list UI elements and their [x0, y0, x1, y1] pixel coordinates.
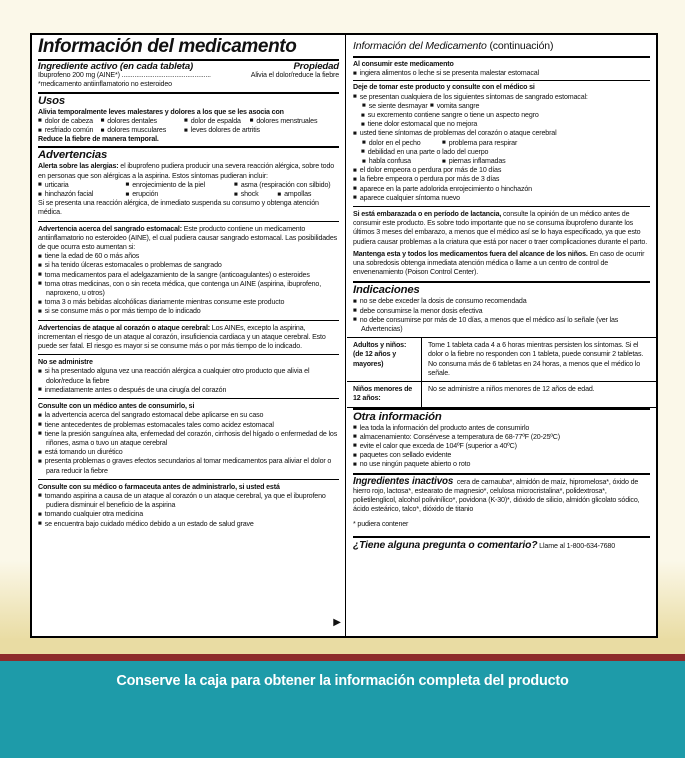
stop-use-item: ■ aparece en la parte adolorida enrojecimiento o hinchazón [353, 185, 650, 194]
keep-out-of-reach: Mantenga esta y todos los medicamentos fuera del alcance de los niños. En caso de ocurrir una sobredosis obtenga inmediata atención médica o llame a un centro de control de envenenamiento (Poison Control Center). [353, 249, 645, 277]
inactive-text: cera de carnauba*, almidón de maíz, hipromelosa*, óxido de hierro rojo, lactosa*, estearato de magnesio*, celulosa microcristalina*, polidextrosa*, polietilenglicol, alcohol polivinílico*, povidona (K-30)*, dióxido de silicio, almidón glicolato sódico, ácido esteárico, talco*, dióxido de titanio [353, 477, 640, 514]
active-ingredient-section [38, 59, 339, 92]
uses-item: ■ resfriado común [38, 126, 101, 135]
dose-child-label: Niños menores de 12 años: [347, 381, 422, 406]
allergy-item: ■ hinchazón facial [38, 190, 126, 199]
uses-intro: Alivia temporalmente leves malestares y dolores a los que se les asocia con [38, 107, 284, 116]
ask-doctor [38, 398, 339, 479]
uses-fever: Reduce la fiebre de manera temporal. [38, 135, 159, 144]
bleeding-warning: Advertencia acerca del sangrado estomacal: Este producto contiene un medicamento antiinflamatorio no esteroideo (AINE), el cual pudiera causar sangrado estomacal. Las posibilidades de que ocurra esto aumentan si: ■ tiene la edad de 60 o más años ■ si ha tenido úlceras estomacales o problemas de sangrado ■ toma medicamentos para el adelgazamiento de la sangre (anticoagulantes) o esteroides ■ toma otras medicinas, con o sin receta médica, que contenga un AINE (aspirina, ibuprofeno, naproxeno, u otros) ■ toma 3 o más bebidas alcohólicas diariamente mientras consume este producto ■ si se consume más o por más tiempo de lo indicado [38, 221, 339, 320]
warnings-title: Advertencias [38, 149, 108, 162]
stop-sub-item: ■ se siente desmayar [362, 102, 482, 111]
stop-sub-item: ■ dolor en el pecho [362, 139, 482, 148]
uses-item: ■ dolores menstruales [250, 117, 339, 126]
uses-item: ■ dolor de cabeza [38, 117, 101, 126]
directions-section [353, 281, 650, 407]
ask-doctor-item: ■ presenta problemas o graves efectos secundarios al tomar medicamentos para aliviar el dolor o para reducir la fiebre [38, 457, 339, 475]
do-not-use-title: No se administre [38, 358, 93, 367]
questions-phone: Llame al 1-800-634-7680 [537, 541, 615, 550]
continue-arrow-icon: ▶ [333, 617, 341, 628]
ask-doctor-item: ■ tiene la presión sanguínea alta, enfemedad del corazón, cirrhosis del hígado o enfermedad de los riñones, asma o tuvo un ataque cerebral [38, 430, 339, 448]
bleed-item: ■ toma otras medicinas, con o sin receta médica, que contenga un AINE (aspirina, ibuprofeno, naproxeno, u otros) [38, 280, 339, 298]
do-not-use-item: ■ si ha presentado alguna vez una reacción alérgica a cualquier otro producto que alivia el dolor/reduce la fiebre [38, 367, 339, 385]
allergy-item: ■ ampollas [277, 190, 339, 199]
other-info-title: Otra información [353, 410, 442, 423]
allergy-item: ■ shock [234, 190, 277, 199]
uses-item: ■ leves dolores de artritis [184, 126, 339, 135]
property-heading: Propiedad [293, 61, 339, 72]
uses-title: Usos [38, 94, 66, 107]
active-note: *medicamento antiinflamatorio no esteroideo [38, 80, 172, 89]
stop-sub-item: ■ tiene dolor estomacal que no mejora [353, 120, 650, 129]
other-info-item: ■ lea toda la información del producto antes de consumirlo [353, 424, 650, 433]
bleed-item: ■ tiene la edad de 60 o más años [38, 252, 339, 261]
drug-facts-panel [30, 33, 658, 638]
heart-warning: Advertencias de ataque al corazón o ataque cerebral: Los AINEs, excepto la aspirina, incrementan el riesgo de un ataque al corazón, insuficiencia cardiaca y un ataque cerebral. Esto puede ser fatal. El riesgo es mayor si se consume más o por más tiempo de lo indicado. [38, 320, 339, 355]
uses-item: ■ dolor de espalda [184, 117, 250, 126]
other-info-item: ■ no use ningún paquete abierto o roto [353, 460, 650, 469]
stop-sub-item: ■ piernas inflamadas [442, 157, 650, 166]
stop-use-item: ■ aparece cualquier síntoma nuevo [353, 194, 650, 203]
stop-use-item: ■ usted tiene síntomas de problemas del corazón o ataque cerebral [353, 129, 650, 138]
continued-title: Información del Medicamento (continuación) [353, 40, 554, 52]
allergy-item: ■ enrojecimiento de la piel [126, 181, 235, 190]
other-info-item: ■ evite el calor que exceda de 104ºF (superior a 40ºC) [353, 442, 650, 451]
stop-sub-item: ■ problema para respirar [442, 139, 650, 148]
drug-facts-title: Información del medicamento [38, 36, 297, 57]
do-not-use-item: ■ inmediatamente antes o después de una cirugía del corazón [38, 386, 339, 395]
allergy-item: ■ asma (respiración con silbido) [234, 181, 339, 190]
questions-section [353, 536, 650, 551]
dose-adult-text: Tome 1 tableta cada 4 a 6 horas mientras persisten los síntomas. Si el dolor o la fiebre no responden con 1 tableta, puede consumir 2 tabletas. No consuma más de 6 tabletas en 24 horas, a menos que el médico lo señale. [428, 341, 644, 377]
active-property: Alivia el dolor/reduce la fiebre [250, 71, 339, 80]
inactive-ingredients-section [353, 473, 650, 536]
directions-item: ■ no debe consumirse por más de 10 días, a menos que el médico así lo señale (ver las Advertencias) [353, 316, 650, 337]
uses-section [38, 92, 339, 147]
inactive-title: Ingredientes inactivos [353, 475, 454, 487]
footer-text: Conserve la caja para obtener la información completa del producto [116, 673, 569, 689]
allergy-item: ■ erupción [126, 190, 235, 199]
questions-title: ¿Tiene alguna pregunta o comentario? [353, 539, 538, 551]
ask-doctor-item: ■ está tomando un diurético [38, 448, 339, 457]
dose-adult-label: Adultos y niños: (de 12 años y mayores) [347, 338, 422, 381]
other-info-item: ■ paquetes con sellado evidente [353, 451, 650, 460]
uses-item: ■ dolores dentales [101, 117, 184, 126]
pregnancy-text: Si está embarazada o en período de lactancia, consulte la opinión de un médico antes de consumir este producto. Es sobre todo importante que no se consuma ibuprofeno durante los últimos 3 meses del embarazo, a menos que el médico así se lo haya especificado, ya que esto pudiera causar problemas a la criatura que está por nacer o traer complicaciones durante el parto. [353, 210, 648, 246]
stop-sub-item: ■ habla confusa [362, 157, 482, 166]
allergy-alert: Alerta sobre las alergias: el ibuprofeno pudiera producir una severa reacción alérgica, sobre todo en personas que son alérgicas a la aspirina. Estos síntomas pudieran incluir: [38, 162, 335, 180]
ask-doctor-item: ■ tiene antecedentes de problemas estomacales tales como acidez estomacal [38, 421, 339, 430]
stop-sub-item: ■ su excremento contiene sangre o tiene un aspecto negro [353, 111, 650, 120]
when-using-section [353, 56, 650, 80]
bleed-item: ■ si ha tenido úlceras estomacales o problemas de sangrado [38, 261, 339, 270]
ask-pharmacist-item: ■ se encuentra bajo cuidado médico debido a un estado de salud grave [38, 520, 339, 529]
inactive-note: * pudiera contener [353, 520, 409, 529]
stop-use-title: Deje de tomar este producto y consulte con el médico si [353, 83, 535, 92]
do-not-use [38, 354, 339, 398]
stop-use-item: ■ se presentan cualquiera de los siguientes síntomas de sangrado estomacal: [353, 93, 650, 102]
ask-pharmacist [38, 479, 339, 529]
active-ingredient-heading: Ingrediente activo (en cada tableta) [38, 61, 194, 72]
uses-item: ■ dolores musculares [101, 126, 184, 135]
ask-pharmacist-title: Consulte con su médico o farmaceuta antes de administrarlo, si usted está [38, 482, 280, 491]
allergy-item: ■ urticaria [38, 181, 126, 190]
dose-child-text: No se administre a niños menores de 12 años de edad. [422, 381, 656, 406]
when-using-item: ■ ingiera alimentos o leche si se presenta malestar estomacal [353, 69, 650, 78]
ask-doctor-title: Consulte con un médico antes de consumirlo, si [38, 402, 195, 411]
directions-title: Indicaciones [353, 284, 420, 297]
when-using-title: Al consumir este medicamento [353, 60, 454, 68]
ask-doctor-item: ■ la advertencia acerca del sangrado estomacal debe aplicarse en su caso [38, 411, 339, 420]
directions-item: ■ no se debe exceder la dosis de consumo recomendada [353, 297, 650, 306]
stop-use-item: ■ la fiebre empeora o perdura por más de 3 días [353, 175, 650, 184]
left-column [32, 35, 346, 636]
stop-sub-item: ■ vomita sangre [430, 102, 650, 111]
bleed-item: ■ si se consume más o por más tiempo de lo indicado [38, 307, 339, 316]
stop-use-item: ■ el dolor empeora o perdura por más de 10 días [353, 166, 650, 175]
warnings-section [38, 146, 339, 528]
pregnancy-section [353, 206, 650, 281]
stop-use-section [353, 80, 650, 206]
dosage-table [347, 337, 656, 407]
active-line: Ibuprofeno 200 mg (AINE*) ................................................. [38, 71, 211, 80]
ask-pharmacist-item: ■ tomando aspirina a causa de un ataque al corazón o un ataque cerebral, ya que el ibuprofeno pudiera disminuir el beneficio de la aspirina [38, 492, 339, 510]
bleed-item: ■ toma medicamentos para el adelgazamiento de la sangre (anticoagulantes) o esteroides [38, 271, 339, 280]
directions-item: ■ debe consumirse la menor dosis efectiva [353, 307, 650, 316]
other-info-section [353, 408, 650, 473]
right-column [347, 35, 656, 636]
other-info-item: ■ almacenamiento: Consérvese a temperatura de 68-77ºF (20-25ºC) [353, 433, 650, 442]
red-divider [0, 654, 685, 661]
stop-sub-item: ■ debilidad en una parte o lado del cuerpo [353, 148, 650, 157]
bleed-item: ■ toma 3 o más bebidas alcohólicas diariamente mientras consume este producto [38, 298, 339, 307]
allergy-after: Si se presenta una reacción alérgica, de inmediato suspenda su consumo y obtenga atención médica. [38, 199, 319, 217]
ask-pharmacist-item: ■ tomando cualquier otra medicina [38, 510, 339, 519]
